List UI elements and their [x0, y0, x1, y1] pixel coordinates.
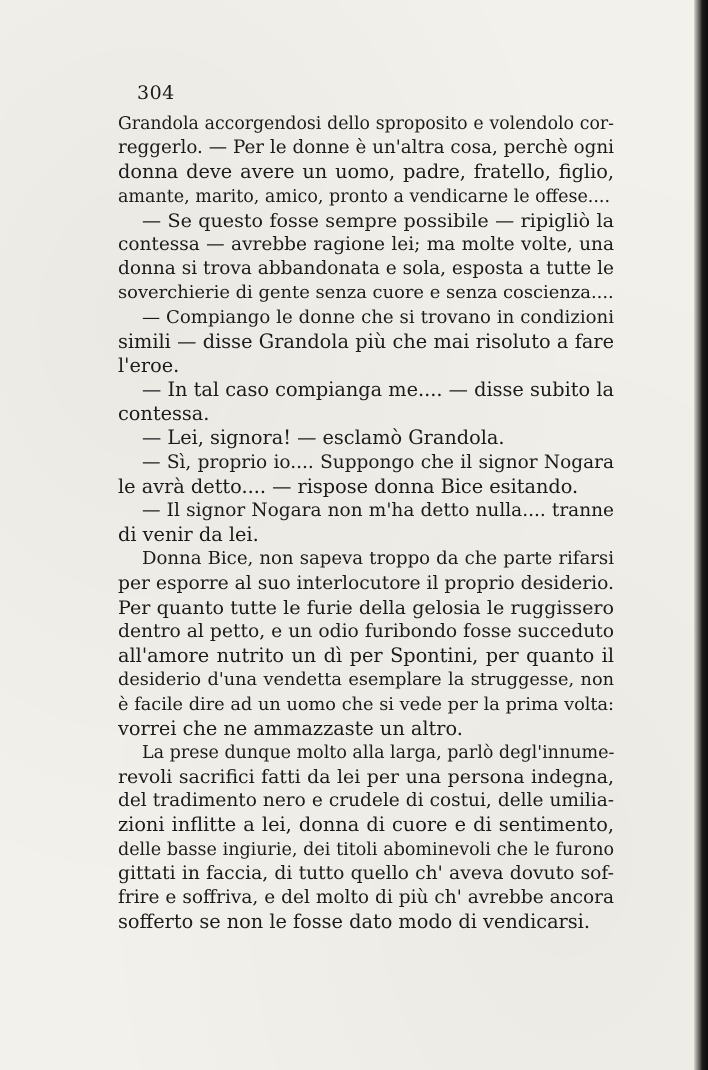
text-line: sofferto se non le fosse dato modo di vendicarsi.: [118, 910, 590, 934]
text-line: all'amore nutrito un dì per Spontini, per quanto il: [118, 644, 614, 668]
text-line: Per quanto tutte le furie della gelosia le ruggissero: [118, 595, 614, 619]
text-line: delle basse ingiurie, dei titoli abominevoli che le furono: [118, 839, 614, 860]
text-line: amante, marito, amico, pronto a vendicarne le offese....: [118, 186, 611, 207]
text-line: — In tal caso compianga me.... — disse subito la: [142, 378, 614, 402]
text-line: — Compiango le donne che si trovano in condizioni: [142, 306, 614, 328]
text-line: — Se questo fosse sempre possibile — ripigliò la: [142, 208, 614, 232]
text-line: soverchierie di gente senza cuore e senza coscienza....: [118, 282, 614, 304]
text-line: Grandola accorgendosi dello sproposito e volendolo cor-: [118, 114, 614, 134]
text-line: simili — disse Grandola più che mai risoluto a fare: [118, 329, 614, 353]
text-line: è facile dire ad un uomo che si vede per la prima volta:: [118, 694, 614, 715]
text-line: zioni inflitte a lei, donna di cuore e di sentimento,: [118, 813, 614, 837]
text-line: per esporre al suo interlocutore il proprio desiderio.: [118, 572, 614, 594]
text-line: donna deve avere un uomo, padre, fratello, figlio,: [118, 160, 614, 184]
text-line: Donna Bice, non sapeva troppo da che parte rifarsi: [142, 548, 614, 570]
binding-edge: [694, 0, 708, 1070]
text-line: di venir da lei.: [118, 523, 259, 547]
text-line: dentro al petto, e un odio furibondo fosse succeduto: [118, 620, 614, 642]
text-line: — Sì, proprio io.... Suppongo che il signor Nogara: [142, 451, 614, 473]
text-line: La prese dunque molto alla larga, parlò degl'innume-: [142, 742, 615, 763]
text-line: — Lei, signora! — esclamò Grandola.: [142, 426, 505, 450]
text-line: vorrei che ne ammazzaste un altro.: [118, 716, 463, 740]
text-line: frire e soffriva, e del molto di più ch' avrebbe ancora: [118, 887, 614, 908]
text-line: — Il signor Nogara non m'ha detto nulla.... tranne: [142, 500, 614, 521]
text-line: reggerlo. — Per le donne è un'altra cosa, perchè ogni: [118, 137, 614, 159]
text-line: l'eroe.: [118, 353, 180, 377]
text-line: gittati in faccia, di tutto quello ch' aveva dovuto sof-: [118, 862, 614, 884]
body-text: [118, 112, 614, 934]
text-line: del tradimento nero e crudele di costui, delle umilia-: [118, 790, 614, 812]
text-line: contessa — avrebbe ragione lei; ma molte volte, una: [118, 233, 614, 255]
text-line: revoli sacrifici fatti da lei per una persona indegna,: [118, 766, 614, 789]
text-line: contessa.: [118, 402, 210, 426]
text-line: le avrà detto.... — rispose donna Bice esitando.: [118, 474, 579, 498]
page-number: 304: [137, 82, 175, 104]
text-line: desiderio d'una vendetta esemplare la struggesse, non: [118, 670, 614, 691]
text-line: donna si trova abbandonata e sola, esposta a tutte le: [118, 258, 614, 280]
